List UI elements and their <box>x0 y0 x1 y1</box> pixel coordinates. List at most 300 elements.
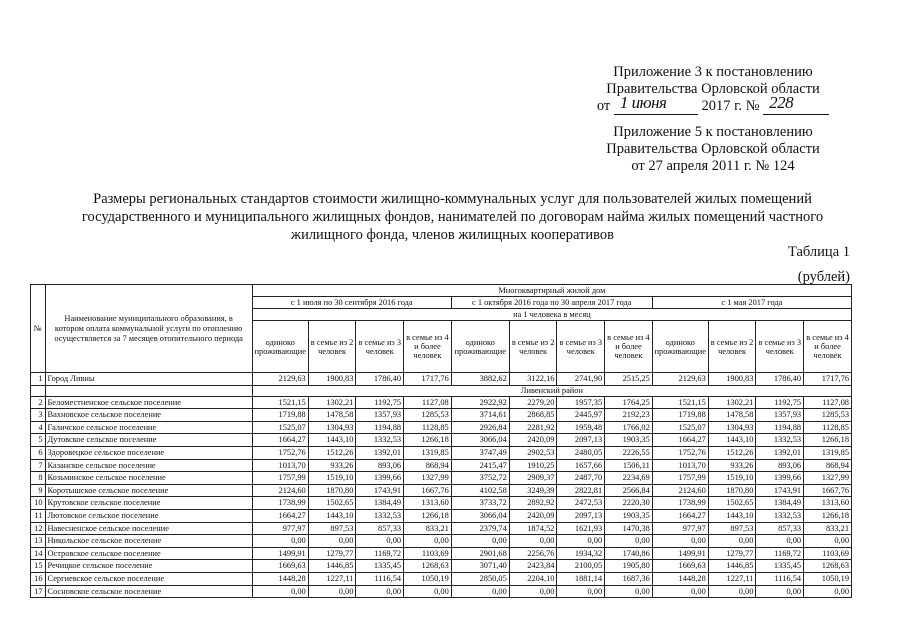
cost-value: 3122,16 <box>509 373 557 386</box>
cost-value: 0,00 <box>708 585 756 598</box>
cost-value: 0,00 <box>652 585 708 598</box>
cost-value: 2279,20 <box>509 396 557 409</box>
cost-value: 0,00 <box>356 585 404 598</box>
period-1-header: с 1 июля по 30 сентября 2016 года <box>252 297 451 309</box>
cost-value: 857,33 <box>756 522 804 535</box>
cost-value: 1332,53 <box>356 434 404 447</box>
document-title <box>40 190 865 244</box>
cost-value: 0,00 <box>451 535 509 548</box>
cost-value: 2129,63 <box>252 373 308 386</box>
cost-value: 2379,74 <box>451 522 509 535</box>
cost-value: 2909,37 <box>509 472 557 485</box>
cost-value: 1116,54 <box>756 572 804 585</box>
cost-value: 0,00 <box>804 535 852 548</box>
cost-value: 2480,05 <box>557 446 605 459</box>
household-size-header: в семье из 4 и более человек <box>605 321 653 373</box>
cost-value: 1470,38 <box>605 522 653 535</box>
cost-value: 1266,18 <box>804 434 852 447</box>
household-size-header: в семье из 4 и более человек <box>404 321 452 373</box>
cost-value: 2097,13 <box>557 434 605 447</box>
cost-value: 1740,86 <box>605 547 653 560</box>
table-row <box>31 446 852 459</box>
municipality-name: Беломестненское сельское поселение <box>45 396 252 409</box>
cost-value: 1478,58 <box>308 409 356 422</box>
cost-value: 1903,35 <box>605 434 653 447</box>
row-number: 9 <box>31 484 46 497</box>
row-number: 14 <box>31 547 46 560</box>
cost-value: 1169,72 <box>756 547 804 560</box>
table-row <box>31 560 852 573</box>
cost-value: 2487,70 <box>557 472 605 485</box>
cost-value: 1719,88 <box>252 409 308 422</box>
table-row <box>31 434 852 447</box>
cost-value: 3071,40 <box>451 560 509 573</box>
cost-value: 897,53 <box>308 522 356 535</box>
municipality-name: Сосновское сельское поселение <box>45 585 252 598</box>
row-number: 2 <box>31 396 46 409</box>
handwritten-date: 1 июня <box>619 93 667 112</box>
cost-value: 897,53 <box>708 522 756 535</box>
cost-value: 2192,23 <box>605 409 653 422</box>
cost-value: 1050,19 <box>404 572 452 585</box>
cost-value: 1103,69 <box>404 547 452 560</box>
cost-value: 1266,18 <box>804 509 852 522</box>
number-label: № <box>745 98 760 114</box>
cost-value: 1752,76 <box>252 446 308 459</box>
cost-value: 1443,10 <box>308 434 356 447</box>
cost-value: 1304,93 <box>308 421 356 434</box>
cost-value: 1499,91 <box>652 547 708 560</box>
table-row <box>31 522 852 535</box>
cost-value: 1266,18 <box>404 434 452 447</box>
row-number: 16 <box>31 572 46 585</box>
household-size-header: одиноко проживающие <box>652 321 708 373</box>
cost-value: 977,97 <box>252 522 308 535</box>
cost-value: 1399,66 <box>356 472 404 485</box>
cost-value: 0,00 <box>557 535 605 548</box>
number-signature-field <box>763 93 829 115</box>
cost-value: 1319,85 <box>804 446 852 459</box>
municipality-name: Никольское сельское поселение <box>45 535 252 548</box>
cost-value: 3714,61 <box>451 409 509 422</box>
row-number: 12 <box>31 522 46 535</box>
cost-value: 2445,97 <box>557 409 605 422</box>
cost-value: 1502,65 <box>308 497 356 510</box>
cost-value: 2741,90 <box>557 373 605 386</box>
cost-value: 2220,30 <box>605 497 653 510</box>
cost-value: 0,00 <box>252 535 308 548</box>
cost-value: 1127,08 <box>804 396 852 409</box>
cost-value: 0,00 <box>804 585 852 598</box>
cost-value: 0,00 <box>605 585 653 598</box>
cost-value: 1279,77 <box>708 547 756 560</box>
municipality-name: Навесненское сельское поселение <box>45 522 252 535</box>
table-row <box>31 409 852 422</box>
period-2-header: с 1 октября 2016 года по 30 апреля 2017 года <box>451 297 652 309</box>
cost-value: 1116,54 <box>356 572 404 585</box>
cost-value: 1285,53 <box>804 409 852 422</box>
cost-value: 2902,53 <box>509 446 557 459</box>
cost-value: 1194,88 <box>356 421 404 434</box>
cost-value: 1285,53 <box>404 409 452 422</box>
row-number: 4 <box>31 421 46 434</box>
table-row <box>31 373 852 386</box>
cost-value: 1335,45 <box>756 560 804 573</box>
cost-value: 1332,53 <box>356 509 404 522</box>
cost-value: 2423,84 <box>509 560 557 573</box>
cost-value: 1443,10 <box>708 509 756 522</box>
building-type-header: Многоквартирный жилой дом <box>252 285 851 297</box>
cost-value: 2124,60 <box>652 484 708 497</box>
cost-value: 2850,05 <box>451 572 509 585</box>
cost-value: 1384,49 <box>356 497 404 510</box>
cost-value: 1664,27 <box>252 509 308 522</box>
table-row <box>31 421 852 434</box>
cost-value: 1719,88 <box>652 409 708 422</box>
cost-value: 0,00 <box>557 585 605 598</box>
cost-value: 1327,99 <box>404 472 452 485</box>
household-size-header: одиноко проживающие <box>451 321 509 373</box>
appendix-3-date-line <box>578 93 848 115</box>
row-number: 7 <box>31 459 46 472</box>
cost-value: 1392,01 <box>756 446 804 459</box>
cost-value: 1743,91 <box>356 484 404 497</box>
cost-value: 1313,60 <box>404 497 452 510</box>
cost-value: 1227,11 <box>708 572 756 585</box>
cost-value: 3733,72 <box>451 497 509 510</box>
cost-value: 1446,85 <box>708 560 756 573</box>
cost-value: 1687,36 <box>605 572 653 585</box>
table-row <box>31 535 852 548</box>
cost-value: 1667,76 <box>404 484 452 497</box>
municipality-name: Коротышское сельское поселение <box>45 484 252 497</box>
row-number: 5 <box>31 434 46 447</box>
cost-value: 0,00 <box>652 535 708 548</box>
cost-value: 1357,93 <box>756 409 804 422</box>
row-number: 11 <box>31 509 46 522</box>
cost-value: 1910,25 <box>509 459 557 472</box>
cost-value: 1268,63 <box>804 560 852 573</box>
cost-value: 0,00 <box>605 535 653 548</box>
cost-value: 1905,80 <box>605 560 653 573</box>
cost-value: 2281,92 <box>509 421 557 434</box>
cost-value: 2922,92 <box>451 396 509 409</box>
cost-value: 1192,75 <box>356 396 404 409</box>
cost-value: 1664,27 <box>252 434 308 447</box>
appendix-5-line3: от 27 апреля 2011 г. № 124 <box>631 158 795 174</box>
cost-value: 1313,60 <box>804 497 852 510</box>
cost-value: 1525,07 <box>252 421 308 434</box>
cost-value: 1881,14 <box>557 572 605 585</box>
cost-value: 2234,69 <box>605 472 653 485</box>
cost-value: 1874,52 <box>509 522 557 535</box>
cost-value: 1357,93 <box>356 409 404 422</box>
row-number: 8 <box>31 472 46 485</box>
unit-label: (рублей) <box>797 269 850 285</box>
cost-value: 833,21 <box>404 522 452 535</box>
cost-value: 2420,09 <box>509 509 557 522</box>
cost-value: 1959,48 <box>557 421 605 434</box>
cost-value: 1900,83 <box>708 373 756 386</box>
cost-value: 868,94 <box>404 459 452 472</box>
row-number: 1 <box>31 373 46 386</box>
cost-value: 1392,01 <box>356 446 404 459</box>
cost-value: 2129,63 <box>652 373 708 386</box>
cost-value: 1738,99 <box>252 497 308 510</box>
col-number-header: № <box>31 285 46 373</box>
household-size-header: в семье из 2 человек <box>509 321 557 373</box>
row-number: 6 <box>31 446 46 459</box>
cost-value: 2892,92 <box>509 497 557 510</box>
region-row <box>31 385 852 396</box>
cost-value: 1128,85 <box>804 421 852 434</box>
cost-value: 1519,10 <box>708 472 756 485</box>
table-row <box>31 396 852 409</box>
period-3-header: с 1 мая 2017 года <box>652 297 851 309</box>
cost-value: 1304,93 <box>708 421 756 434</box>
cost-value: 893,06 <box>356 459 404 472</box>
cost-value: 1621,93 <box>557 522 605 535</box>
cost-value: 2100,05 <box>557 560 605 573</box>
cost-value: 1903,35 <box>605 509 653 522</box>
col-name-header: Наименование муниципального образования, в котором оплата коммунальной услуги по отоплению осуществляется за 7 месяцев отопительного периода <box>45 285 252 373</box>
row-number: 17 <box>31 585 46 598</box>
cost-value: 2124,60 <box>252 484 308 497</box>
household-size-header: в семье из 3 человек <box>756 321 804 373</box>
municipality-name: Сергиевское сельское поселение <box>45 572 252 585</box>
cost-value: 3747,49 <box>451 446 509 459</box>
cost-value: 1664,27 <box>652 509 708 522</box>
cost-value: 1128,85 <box>404 421 452 434</box>
cost-value: 1525,07 <box>652 421 708 434</box>
cost-value: 3882,62 <box>451 373 509 386</box>
cost-value: 1870,80 <box>708 484 756 497</box>
cost-value: 0,00 <box>708 535 756 548</box>
municipality-name: Крутовское сельское поселение <box>45 497 252 510</box>
cost-value: 1502,65 <box>708 497 756 510</box>
cost-value: 3752,72 <box>451 472 509 485</box>
cost-value: 2515,25 <box>605 373 653 386</box>
table-row <box>31 572 852 585</box>
cost-value: 1766,02 <box>605 421 653 434</box>
region-row-spacer <box>31 385 46 396</box>
cost-value: 1332,53 <box>756 434 804 447</box>
cost-value: 2472,53 <box>557 497 605 510</box>
row-number: 3 <box>31 409 46 422</box>
cost-value: 1757,99 <box>652 472 708 485</box>
cost-value: 1302,21 <box>308 396 356 409</box>
cost-value: 2226,55 <box>605 446 653 459</box>
household-size-header: в семье из 2 человек <box>708 321 756 373</box>
cost-value: 1934,32 <box>557 547 605 560</box>
cost-value: 1512,26 <box>308 446 356 459</box>
year-label: 2017 г. <box>701 98 743 114</box>
cost-value: 4102,58 <box>451 484 509 497</box>
municipality-name: Вахновское сельское поселение <box>45 409 252 422</box>
cost-value: 2901,68 <box>451 547 509 560</box>
cost-value: 1399,66 <box>756 472 804 485</box>
municipality-name: Здоровецкое сельское поселение <box>45 446 252 459</box>
cost-value: 1519,10 <box>308 472 356 485</box>
cost-value: 1870,80 <box>308 484 356 497</box>
title-line2: государственного и муниципального жилищных фондов, нанимателей по договорам найма жилых помещений частного <box>81 209 824 225</box>
household-size-header: в семье из 4 и более человек <box>804 321 852 373</box>
cost-value: 1669,63 <box>252 560 308 573</box>
cost-value: 2420,09 <box>509 434 557 447</box>
cost-value: 1521,15 <box>252 396 308 409</box>
cost-value: 1013,70 <box>252 459 308 472</box>
cost-value: 2415,47 <box>451 459 509 472</box>
standards-table <box>30 284 852 598</box>
cost-value: 0,00 <box>356 535 404 548</box>
cost-value: 1521,15 <box>652 396 708 409</box>
cost-value: 1717,76 <box>404 373 452 386</box>
from-label: от <box>596 98 611 114</box>
municipality-name: Галичское сельское поселение <box>45 421 252 434</box>
cost-value: 893,06 <box>756 459 804 472</box>
cost-value: 1957,35 <box>557 396 605 409</box>
cost-value: 0,00 <box>404 535 452 548</box>
cost-value: 833,21 <box>804 522 852 535</box>
cost-value: 1319,85 <box>404 446 452 459</box>
municipality-name: Козьминское сельское поселение <box>45 472 252 485</box>
cost-value: 2204,10 <box>509 572 557 585</box>
cost-value: 1506,11 <box>605 459 653 472</box>
appendix-3-line2: Правительства Орловской области <box>606 81 820 97</box>
household-size-header: в семье из 3 человек <box>356 321 404 373</box>
cost-value: 1443,10 <box>308 509 356 522</box>
region-label: Ливенский район <box>252 385 851 396</box>
table-row <box>31 509 852 522</box>
cost-value: 1384,49 <box>756 497 804 510</box>
cost-value: 1752,76 <box>652 446 708 459</box>
cost-value: 1335,45 <box>356 560 404 573</box>
cost-value: 933,26 <box>308 459 356 472</box>
cost-value: 2926,84 <box>451 421 509 434</box>
cost-value: 1738,99 <box>652 497 708 510</box>
cost-value: 1050,19 <box>804 572 852 585</box>
cost-value: 1266,18 <box>404 509 452 522</box>
cost-value: 1227,11 <box>308 572 356 585</box>
cost-value: 0,00 <box>252 585 308 598</box>
cost-value: 933,26 <box>708 459 756 472</box>
cost-value: 0,00 <box>756 535 804 548</box>
cost-value: 1657,66 <box>557 459 605 472</box>
cost-value: 0,00 <box>756 585 804 598</box>
appendix-5-header <box>578 124 848 175</box>
cost-value: 1448,28 <box>252 572 308 585</box>
handwritten-number: 228 <box>769 93 794 112</box>
cost-value: 1764,25 <box>605 396 653 409</box>
table-row <box>31 547 852 560</box>
row-number: 15 <box>31 560 46 573</box>
cost-value: 1103,69 <box>804 547 852 560</box>
date-signature-field <box>614 93 698 115</box>
table-label: Таблица 1 <box>787 244 850 260</box>
cost-value: 2097,13 <box>557 509 605 522</box>
title-line1: Размеры региональных стандартов стоимости жилищно-коммунальных услуг для пользователей жилых помещений <box>93 191 812 207</box>
cost-value: 1446,85 <box>308 560 356 573</box>
region-row-spacer <box>45 385 252 396</box>
municipality-name: Дутовское сельское поселение <box>45 434 252 447</box>
cost-value: 0,00 <box>509 535 557 548</box>
cost-value: 0,00 <box>451 585 509 598</box>
cost-value: 1268,63 <box>404 560 452 573</box>
cost-value: 1443,10 <box>708 434 756 447</box>
cost-value: 1194,88 <box>756 421 804 434</box>
cost-value: 1664,27 <box>652 434 708 447</box>
cost-value: 1013,70 <box>652 459 708 472</box>
cost-value: 0,00 <box>308 585 356 598</box>
municipality-name: Речицкое сельское поселение <box>45 560 252 573</box>
cost-value: 1169,72 <box>356 547 404 560</box>
cost-value: 1127,08 <box>404 396 452 409</box>
appendix-5-line1: Приложение 5 к постановлению <box>613 124 813 140</box>
cost-value: 3249,39 <box>509 484 557 497</box>
cost-value: 1192,75 <box>756 396 804 409</box>
table-row <box>31 585 852 598</box>
table-row <box>31 472 852 485</box>
cost-value: 3066,04 <box>451 509 509 522</box>
appendix-3-header <box>578 64 848 115</box>
cost-value: 2566,84 <box>605 484 653 497</box>
cost-value: 1786,40 <box>756 373 804 386</box>
cost-value: 2256,76 <box>509 547 557 560</box>
cost-value: 1757,99 <box>252 472 308 485</box>
municipality-name: Город Ливны <box>45 373 252 386</box>
cost-value: 1786,40 <box>356 373 404 386</box>
cost-value: 868,94 <box>804 459 852 472</box>
per-person-header: на 1 человека в месяц <box>252 309 851 321</box>
cost-value: 1332,53 <box>756 509 804 522</box>
cost-value: 1512,26 <box>708 446 756 459</box>
cost-value: 1743,91 <box>756 484 804 497</box>
cost-value: 1478,58 <box>708 409 756 422</box>
cost-value: 1302,21 <box>708 396 756 409</box>
cost-value: 1279,77 <box>308 547 356 560</box>
cost-value: 1448,28 <box>652 572 708 585</box>
row-number: 13 <box>31 535 46 548</box>
cost-value: 1900,83 <box>308 373 356 386</box>
title-line3: жилищного фонда, членов жилищных кооперативов <box>291 227 614 243</box>
cost-value: 2822,81 <box>557 484 605 497</box>
cost-value: 1327,99 <box>804 472 852 485</box>
table-row <box>31 497 852 510</box>
municipality-name: Лютовское сельское поселение <box>45 509 252 522</box>
municipality-name: Казанское сельское поселение <box>45 459 252 472</box>
cost-value: 1669,63 <box>652 560 708 573</box>
cost-value: 0,00 <box>308 535 356 548</box>
municipality-name: Островское сельское поселение <box>45 547 252 560</box>
cost-value: 1717,76 <box>804 373 852 386</box>
household-size-header: в семье из 3 человек <box>557 321 605 373</box>
household-size-header: одиноко проживающие <box>252 321 308 373</box>
cost-value: 1667,76 <box>804 484 852 497</box>
cost-value: 2868,85 <box>509 409 557 422</box>
row-number: 10 <box>31 497 46 510</box>
cost-value: 1499,91 <box>252 547 308 560</box>
cost-value: 857,33 <box>356 522 404 535</box>
cost-value: 977,97 <box>652 522 708 535</box>
cost-value: 0,00 <box>404 585 452 598</box>
household-size-header: в семье из 2 человек <box>308 321 356 373</box>
cost-value: 0,00 <box>509 585 557 598</box>
appendix-5-line2: Правительства Орловской области <box>606 141 820 157</box>
table-row <box>31 484 852 497</box>
table-row <box>31 459 852 472</box>
appendix-3-line1: Приложение 3 к постановлению <box>613 64 813 80</box>
cost-value: 3066,04 <box>451 434 509 447</box>
